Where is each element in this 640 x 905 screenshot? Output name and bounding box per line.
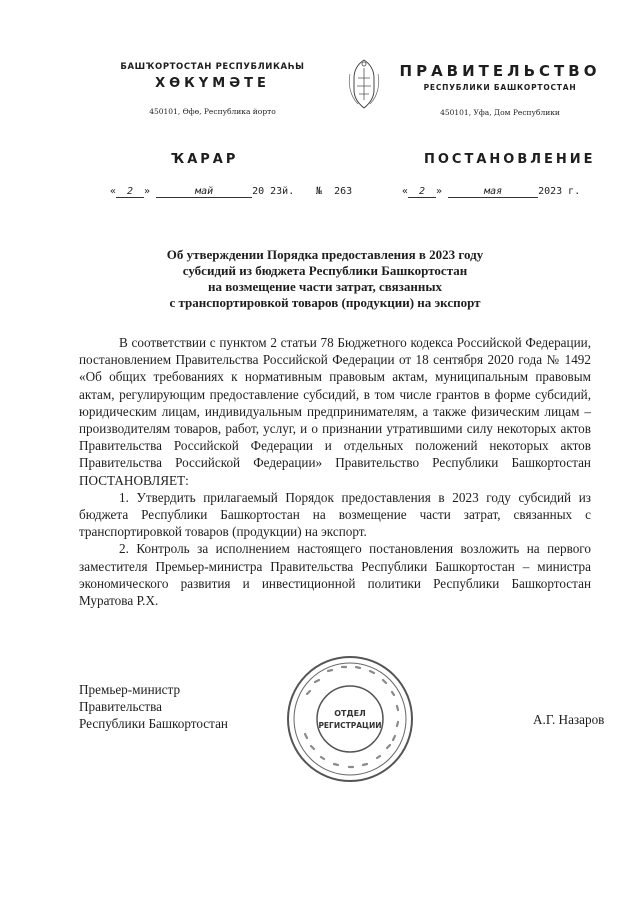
signatory-name: А.Г. Назаров bbox=[533, 712, 605, 727]
title-line: на возмещение части затрат, связанных bbox=[207, 279, 443, 294]
title-line: с транспортировкой товаров (продукции) на экспорт bbox=[169, 295, 481, 310]
header-left-government: ХӨКҮМӘТЕ bbox=[155, 76, 270, 91]
date-right-day: 2 bbox=[408, 186, 436, 198]
document-body bbox=[79, 334, 591, 609]
stamp-center-line2: РЕГИСТРАЦИИ bbox=[318, 721, 382, 730]
signatory-position-line: Правительства bbox=[79, 699, 162, 714]
date-line-right: « 2 » мая 2023 г. bbox=[402, 186, 581, 197]
registration-stamp bbox=[285, 654, 415, 784]
header-right-republic: РЕСПУБЛИКИ БАШКОРТОСТАН bbox=[423, 83, 577, 92]
header-right-block bbox=[395, 62, 605, 117]
signatory-position-line: Республики Башкортостан bbox=[79, 716, 228, 731]
title-line: Об утверждении Порядка предоставления в 2023 году bbox=[166, 247, 484, 262]
date-right-month: мая bbox=[448, 186, 538, 198]
header-left-republic: БАШҠОРТОСТАН РЕСПУБЛИКАҺЫ bbox=[120, 62, 305, 72]
coat-of-arms-emblem bbox=[344, 56, 384, 114]
date-line-left: « 2 » май 20 23й. bbox=[110, 186, 295, 197]
header-left-block bbox=[95, 62, 330, 116]
signatory-position-line: Премьер-министр bbox=[79, 682, 181, 697]
body-paragraph-1: 1. Утвердить прилагаемый Порядок предоставления в 2023 году субсидий из бюджета Республики Башкортостан на возмещение части затрат, связанных с транспортировкой товаров (продукции) на экспорт. bbox=[79, 489, 591, 540]
date-right-year: 2023 г. bbox=[538, 186, 581, 197]
title-line: субсидий из бюджета Республики Башкортостан bbox=[182, 263, 468, 278]
header-right-address: 450101, Уфа, Дом Республики bbox=[440, 108, 560, 117]
doc-type-right: ПОСТАНОВЛЕНИЕ bbox=[424, 152, 596, 167]
header-right-government: ПРАВИТЕЛЬСТВО bbox=[399, 62, 601, 80]
date-left-year: 20 23й. bbox=[252, 186, 295, 197]
number-value: 263 bbox=[334, 186, 353, 197]
date-left-month: май bbox=[156, 186, 252, 198]
body-paragraph-preamble: В соответствии с пунктом 2 статьи 78 Бюджетного кодекса Российской Федерации, постановлением Правительства Российской Федерации от 18 сентября 2020 года № 1492 «Об общих требованиях к нормативным правовым актам, муниципальным правовым актам, регулирующим предоставление субсидий, в том числе грантов в форме субсидий, юридическим лицам, индивидуальным предпринимателям, а также физическим лицам – производителям товаров, работ, услуг, и о признании утратившими силу некоторых актов Правительства Российской Федерации и отдельных положений некоторых актов Правительства Российской Федерации» Правительство Республики Башкортостан ПОСТАНОВЛЯЕТ: bbox=[79, 335, 591, 488]
doc-type-left: ҠАРАР bbox=[171, 152, 239, 167]
header-left-address: 450101, Өфө, Республика йорто bbox=[149, 107, 276, 116]
number-label: № bbox=[316, 186, 323, 197]
document-title bbox=[100, 247, 550, 311]
document-number bbox=[316, 186, 352, 197]
stamp-center-line1: ОТДЕЛ bbox=[334, 709, 366, 718]
signatory-position bbox=[79, 681, 228, 732]
date-left-day: 2 bbox=[116, 186, 144, 198]
body-paragraph-2: 2. Контроль за исполнением настоящего постановления возложить на первого заместителя Премьер-министра Правительства Республики Башкортостан – министра экономического развития и инвестиционной политики Республики Башкортостан Муратова Р.Х. bbox=[79, 541, 591, 609]
